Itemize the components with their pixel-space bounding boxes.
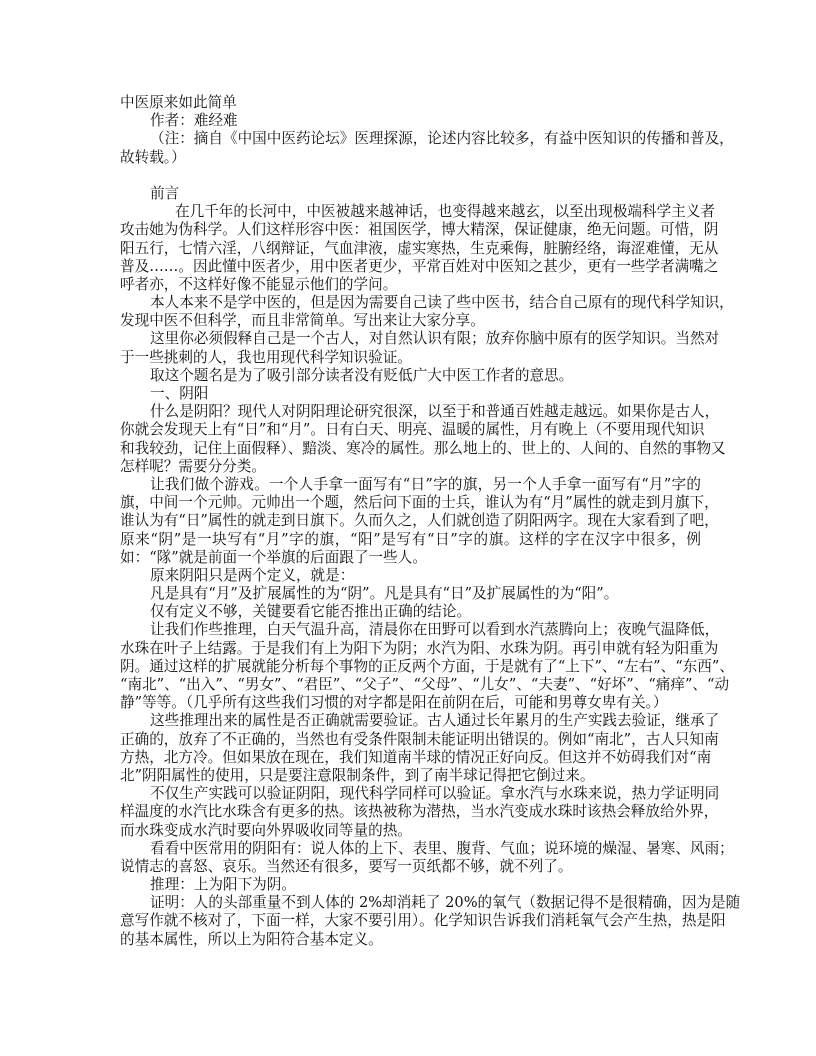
author-line: 作者：难经难 xyxy=(150,112,238,130)
text-line: 你就会发现天上有“日”和“月”。日有白天、明亮、温暖的属性，月有晚上（不要用现代知识 xyxy=(120,421,705,439)
note-line: （注：摘自《中国中医药论坛》医理探源，论述内容比较多，有益中医知识的传播和普及， xyxy=(150,130,734,148)
text-line: 发现中医不但科学，而且非常简单。写出来让大家分享。 xyxy=(120,312,485,330)
text-line: 旗，中间一个元帅。元帅出一个题，然后问下面的士兵，谁认为有“月”属性的就走到月旗下， xyxy=(120,494,719,512)
text-line: 凡是具有“月”及扩展属性的为“阴”。凡是具有“日”及扩展属性的为“阳”。 xyxy=(150,585,619,603)
text-line: 原来“阴”是一块写有“月”字的旗，“阳”是写有“日”字的旗。这样的字在汉字中很多，例 xyxy=(120,530,701,548)
text-line: 说情志的喜怒、哀乐。当然还有很多，要写一页纸都不够，就不列了。 xyxy=(120,857,573,875)
text-line: 谁认为有“日”属性的就走到日旗下。久而久之，人们就创造了阴阳两字。现在大家看到了吧， xyxy=(120,512,719,530)
text-line: 北”阴阳属性的使用，只是要注意限制条件，到了南半球记得把它倒过来。 xyxy=(120,766,595,784)
text-line: 取这个题名是为了吸引部分读者没有贬低广大中医工作者的意思。 xyxy=(150,366,574,384)
text-line: 阳五行，七情六淫，八纲辩证，气血津液，虚实寒热，生克乘侮，脏腑经络，诲涩难懂，无从 xyxy=(120,239,719,257)
text-line: 看看中医常用的阴阳有：说人体的上下、表里、腹背、气血；说环境的燥湿、暑寒、风雨； xyxy=(150,839,734,857)
text-line: 在几千年的长河中，中医被越来越神话，也变得越来越玄，以至出现极端科学主义者 xyxy=(175,203,715,221)
text-line: 水珠在叶子上结露。于是我们有上为阳下为阴；水汽为阳、水珠为阴。再引申就有轻为阳重为 xyxy=(120,639,719,657)
text-line: 方热，北方冷。但如果放在现在，我们知道南半球的情况正好向反。但这并不妨碍我们对“南 xyxy=(120,748,712,766)
text-line: 这里你必须假释自己是一个古人，对自然认识有限；放弃你脑中原有的医学知识。当然对 xyxy=(150,330,720,348)
text-line: 不仅生产实践可以验证阴阳，现代科学同样可以验证。拿水汽与水珠来说，热力学证明同 xyxy=(150,785,720,803)
text-line: 本人本来不是学中医的，但是因为需要自己读了些中医书，结合自己原有的现代科学知识， xyxy=(150,294,734,312)
text-line: 怎样呢？需要分分类。 xyxy=(120,457,266,475)
text-line: 样温度的水汽比水珠含有更多的热。该热被称为潜热，当水汽变成水珠时该热会释放给外界， xyxy=(120,803,719,821)
text-line: 于一些挑刺的人，我也用现代科学知识验证。 xyxy=(120,348,412,366)
note-line: 故转载。） xyxy=(120,148,186,166)
section-heading-preface: 前言 xyxy=(150,184,180,202)
text-line: 原来阴阳只是两个定义，就是： xyxy=(150,566,355,584)
text-line: 推理：上为阳下为阴。 xyxy=(150,876,296,894)
text-line: 正确的，放弃了不正确的，当然也有受条件限制未能证明出错误的。例如“南北”，古人只知南 xyxy=(120,730,719,748)
text-line: 和我较劲，记住上面假释）、黯淡、寒冷的属性。那么地上的、世上的、人间的、自然的事物又 xyxy=(120,439,726,457)
blank-line xyxy=(120,167,701,185)
text-line: 的基本属性，所以上为阳符合基本定义。 xyxy=(120,930,383,948)
text-line: 普及……。因此懂中医者少，用中医者更少，平常百姓对中医知之甚少，更有一些学者满嘴之 xyxy=(120,257,719,275)
section-heading-yinyang: 一、阴阳 xyxy=(150,385,209,402)
text-line: 让我们做个游戏。一个人手拿一面写有“日”字的旗，另一个人手拿一面写有“月”字的 xyxy=(150,475,701,493)
text-line: 阴。通过这样的扩展就能分析每个事物的正反两个方面，于是就有了“上下”、“左右”、“东西”、 xyxy=(120,657,734,675)
text-line: 静”等等。（几乎所有这些我们习惯的对字都是阳在前阴在后，可能和男尊女卑有关。） xyxy=(120,694,668,712)
text-line: 如：“隊”就是前面一个举旗的后面跟了一些人。 xyxy=(120,548,427,566)
text-line: 什么是阴阳？现代人对阴阳理论研究很深，以至于和普通百姓越走越远。如果你是古人， xyxy=(150,403,720,421)
text-line: “南北”、“出入”、“男女”、“君臣”、“父子”、“父母”、“儿女”、“夫妻”、“好坏”、“痛痒”、“动 xyxy=(120,676,730,693)
document-page xyxy=(120,94,741,949)
text-line: 而水珠变成水汽时要向外界吸收同等量的热。 xyxy=(120,821,412,839)
text-line: 证明：人的头部重量不到人体的 2%却消耗了 20%的氧气（数据记得不是很精确，因为是随 xyxy=(150,894,741,912)
text-line: 仅有定义不够，关键要看它能否推出正确的结论。 xyxy=(150,603,472,621)
text-line: 意写作就不核对了，下面一样，大家不要引用）。化学知识告诉我们消耗氧气会产生热，热是阳 xyxy=(120,912,726,930)
text-line: 攻击她为伪科学。人们这样形容中医：祖国医学，博大精深，保证健康，绝无问题。可惜，阴 xyxy=(120,221,719,239)
text-line: 这些推理出来的属性是否正确就需要验证。古人通过长年累月的生产实践去验证，继承了 xyxy=(150,712,720,730)
text-line: 呼者亦，不这样好像不能显示他们的学问。 xyxy=(120,275,398,293)
document-title: 中医原来如此简单 xyxy=(120,94,237,111)
text-line: 让我们作些推理，白天气温升高，清晨你在田野可以看到水汽蒸腾向上；夜晚气温降低， xyxy=(150,621,720,639)
